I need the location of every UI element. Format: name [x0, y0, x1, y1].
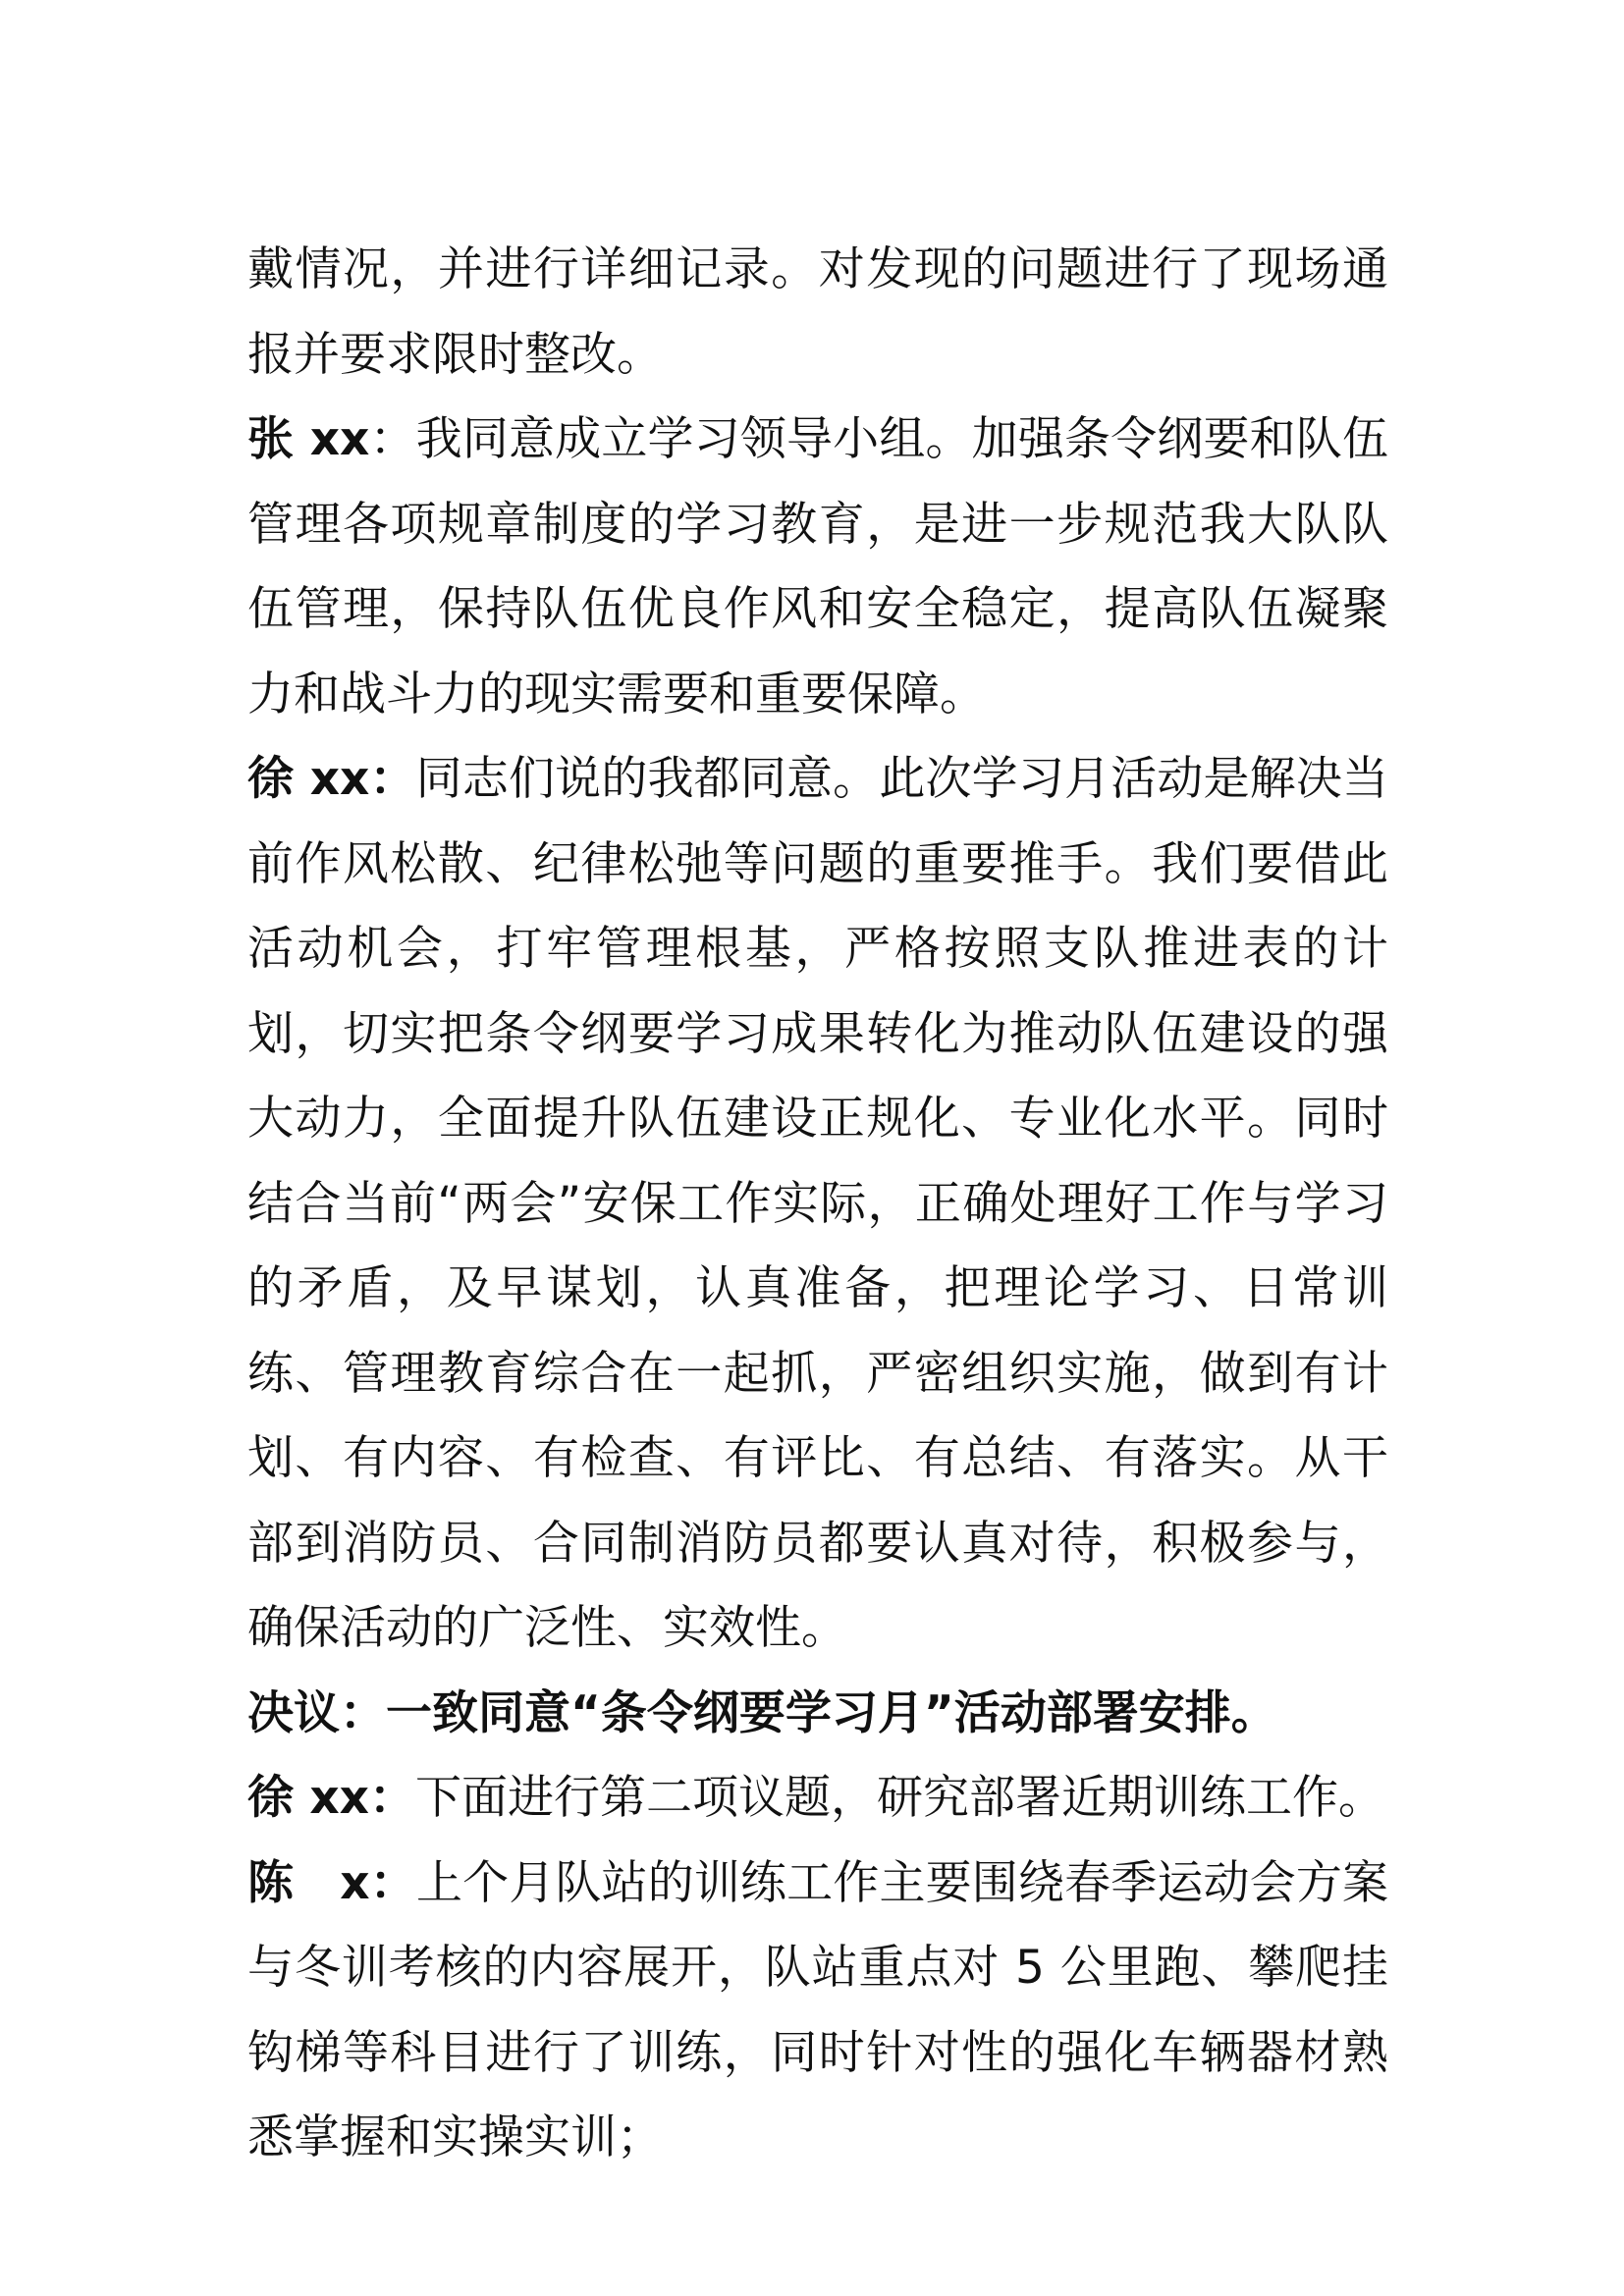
- paragraph-chen: [247, 1842, 1388, 2181]
- resolution: [247, 1672, 1388, 1757]
- paragraph-xu-2: [247, 1756, 1388, 1842]
- paragraph-xu-1: [247, 737, 1388, 1672]
- speaker-separator: ：: [369, 412, 416, 466]
- paragraph-zhang: [247, 398, 1388, 737]
- speaker-name: 张 xx: [247, 412, 370, 466]
- paragraph-text: 下面进行第二项议题，研究部署近期训练工作。: [415, 1771, 1384, 1825]
- paragraph-text: 上个月队站的训练工作主要围绕春季运动会方案与冬训考核的内容展开，队站重点对 5 公里跑、攀爬挂钩梯等科目进行了训练，同时针对性的强化车辆器材熟悉掌握和实操实训；: [247, 1855, 1388, 2164]
- resolution-text: 决议：一致同意“条令纲要学习月”活动部署安排。: [247, 1685, 1277, 1740]
- paragraph-text: 戴情况，并进行详细记录。对发现的问题进行了现场通报并要求限时整改。: [247, 242, 1388, 382]
- speaker-name: 徐 xx：: [247, 1771, 415, 1825]
- speaker-name: 陈 x：: [247, 1855, 416, 1910]
- paragraph-text: 同志们说的我都同意。此次学习月活动是解决当前作风松散、纪律松弛等问题的重要推手。我们要借此活动机会，打牢管理根基，严格按照支队推进表的计划，切实把条令纲要学习成果转化为推动队伍建设的强大动力，全面提升队伍建设正规化、专业化水平。同时结合当前“两会”安保工作实际，正确处理好工作与学习的矛盾，及早谋划，认真准备，把理论学习、日常训练、管理教育综合在一起抓，严密组织实施，做到有计划、有内容、有检查、有评比、有总结、有落实。从干部到消防员、合同制消防员都要认真对待，积极参与，确保活动的广泛性、实效性。: [247, 752, 1389, 1655]
- paragraph-text: 我同意成立学习领导小组。加强条令纲要和队伍管理各项规章制度的学习教育，是进一步规范我大队队伍管理，保持队伍优良作风和安全稳定，提高队伍凝聚力和战斗力的现实需要和重要保障。: [247, 412, 1389, 721]
- speaker-name: 徐 xx：: [247, 752, 416, 806]
- document-page: [247, 228, 1388, 2181]
- paragraph-continuation: [247, 228, 1388, 398]
